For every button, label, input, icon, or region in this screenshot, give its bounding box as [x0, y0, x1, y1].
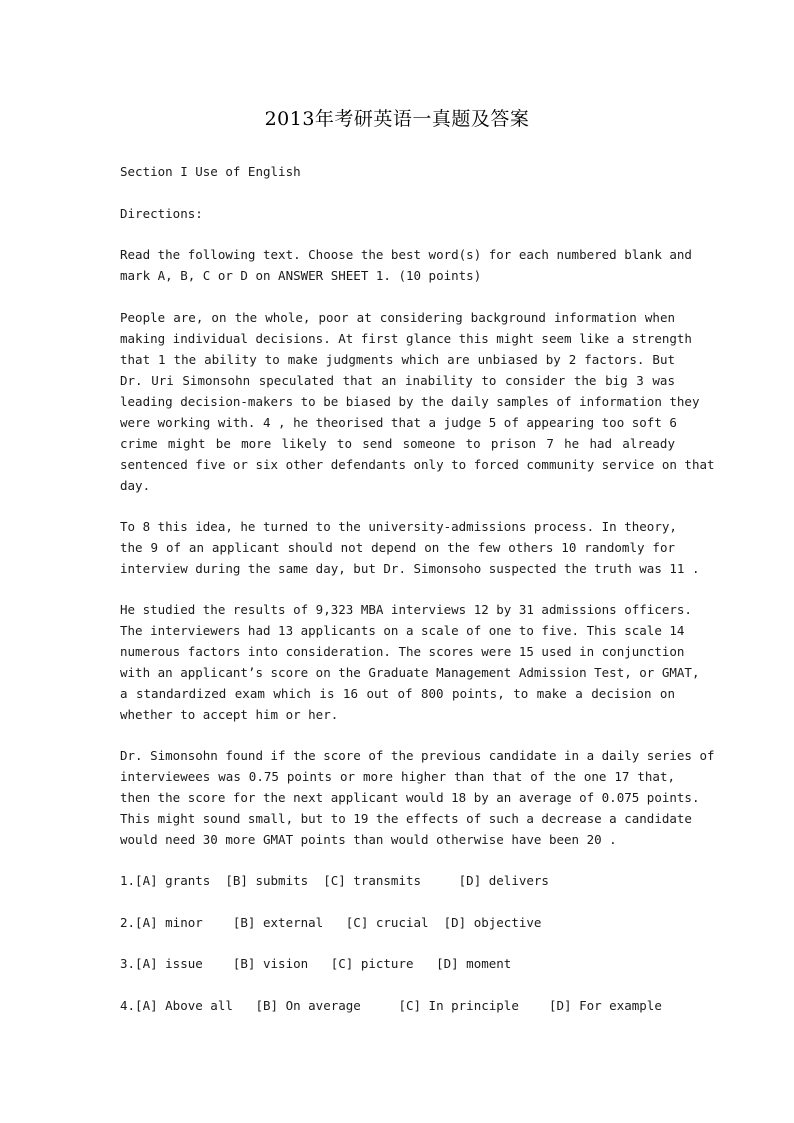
instructions-line: mark A, B, C or D on ANSWER SHEET 1. (10 points) — [120, 268, 482, 283]
paragraph-1-line: People are, on the whole, poor at considering background information when — [120, 310, 675, 325]
paragraph-1-line: Dr. Uri Simonsohn speculated that an inability to consider the big 3 was — [120, 373, 675, 388]
paragraph-2-line: To 8 this idea, he turned to the university-admissions process. In theory, — [120, 519, 677, 534]
section-heading: Section I Use of English — [120, 164, 301, 179]
paragraph-4-line: Dr. Simonsohn found if the score of the previous candidate in a daily series of — [120, 748, 715, 763]
paragraph-1-line: day. — [120, 478, 151, 493]
paragraph-3-line: He studied the results of 9,323 MBA interviews 12 by 31 admissions officers. — [120, 602, 692, 617]
instructions-line: Read the following text. Choose the best word(s) for each numbered blank and — [120, 247, 692, 262]
paragraph-1-line: leading decision-makers to be biased by the daily samples of information they — [120, 394, 700, 409]
paragraph-4-line: This might sound small, but to 19 the effects of such a decrease a candidate — [120, 811, 692, 826]
paragraph-2-line: the 9 of an applicant should not depend on the few others 10 randomly for — [120, 540, 675, 555]
paragraph-3-line: numerous factors into consideration. The scores were 15 used in conjunction — [120, 644, 685, 659]
paragraph-3-line: a standardized exam which is 16 out of 800 points, to make a decision on — [120, 686, 675, 701]
page-title: 2013年考研英语一真题及答案 — [264, 108, 530, 130]
paragraph-4-line: interviewees was 0.75 points or more higher than that of the one 17 that, — [120, 769, 675, 784]
answer-option-4: 4.[A] Above all [B] On average [C] In principle [D] For example — [120, 998, 662, 1013]
answer-option-2: 2.[A] minor [B] external [C] crucial [D] objective — [120, 915, 542, 930]
paragraph-1-line: that 1 the ability to make judgments which are unbiased by 2 factors. But — [120, 352, 675, 367]
paragraph-4-line: then the score for the next applicant would 18 by an average of 0.075 points. — [120, 790, 700, 805]
paragraph-3-line: The interviewers had 13 applicants on a scale of one to five. This scale 14 — [120, 623, 685, 638]
paragraph-1-line: sentenced five or six other defendants only to forced community service on that — [120, 457, 715, 472]
paragraph-4-line: would need 30 more GMAT points than would otherwise have been 20 . — [120, 832, 617, 847]
directions-label: Directions: — [120, 206, 203, 221]
paragraph-1-line: making individual decisions. At first glance this might seem like a strength — [120, 331, 692, 346]
answer-option-1: 1.[A] grants [B] submits [C] transmits [D] delivers — [120, 873, 549, 888]
paragraph-3-line: whether to accept him or her. — [120, 707, 339, 722]
paragraph-1-line: were working with. 4 , he theorised that a judge 5 of appearing too soft 6 — [120, 415, 677, 430]
answer-option-3: 3.[A] issue [B] vision [C] picture [D] moment — [120, 956, 512, 971]
paragraph-2-line: interview during the same day, but Dr. Simonsoho suspected the truth was 11 . — [120, 561, 700, 576]
paragraph-3-line: with an applicant’s score on the Graduate Management Admission Test, or GMAT, — [120, 665, 700, 680]
paragraph-1-line: crime might be more likely to send someone to prison 7 he had already — [120, 436, 675, 451]
